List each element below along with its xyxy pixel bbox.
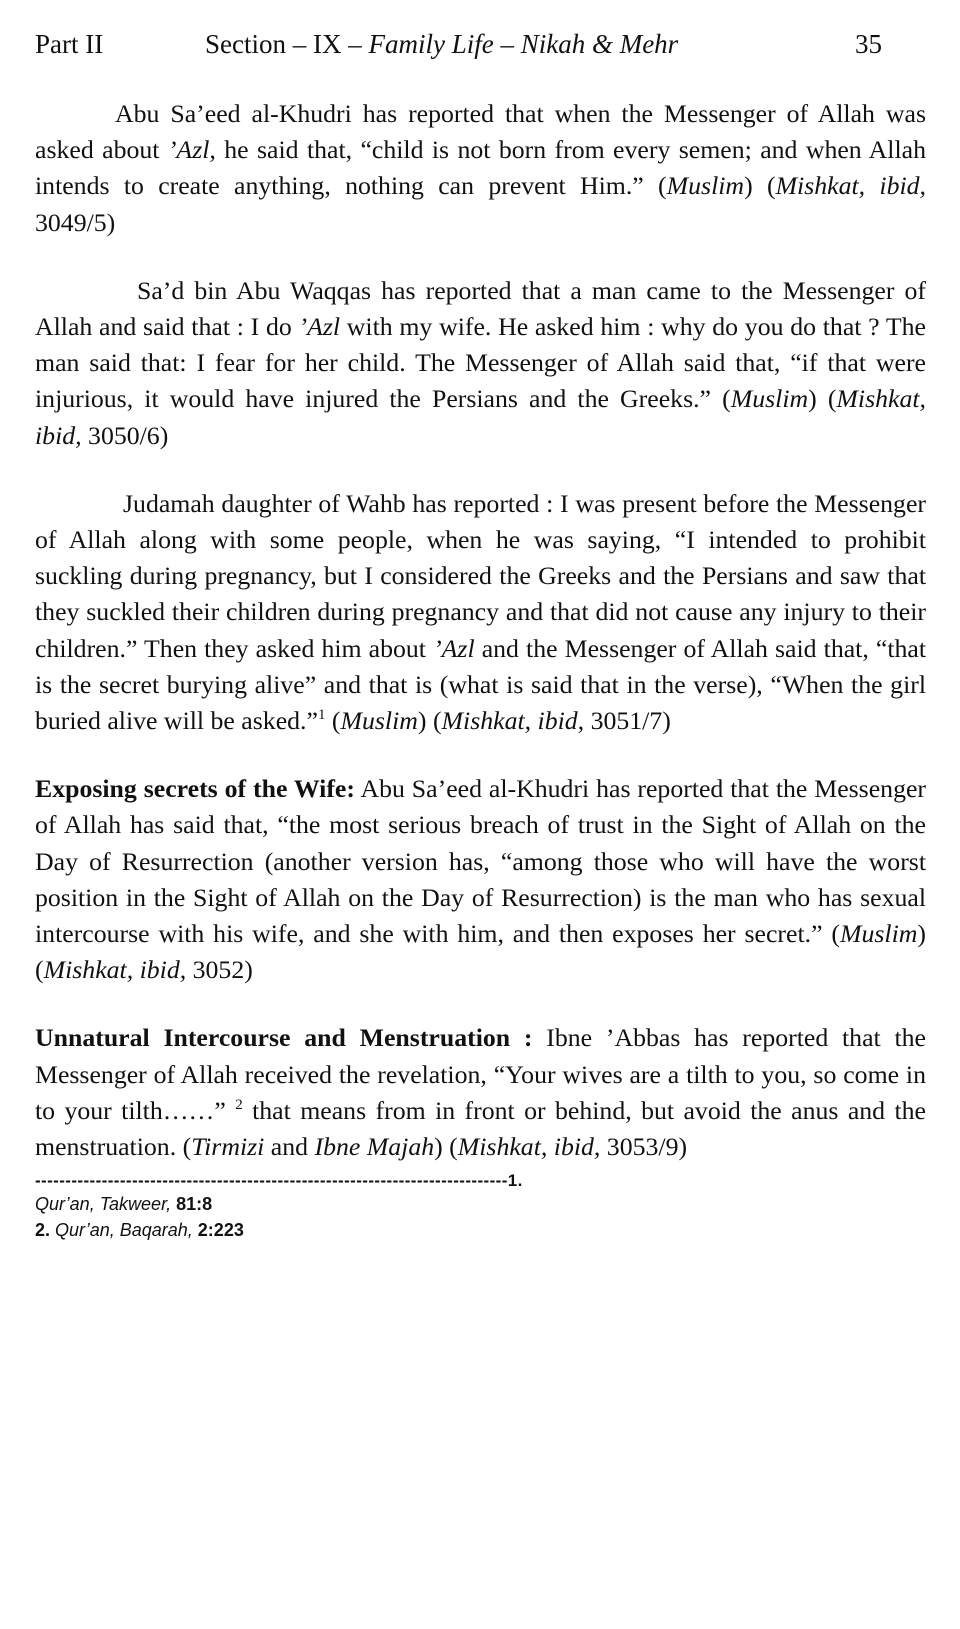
hadith-azl-waqqas: Sa’d bin Abu Waqqas has reported that a man came to the Messenger of Allah and said that : I do ’Azl with my wife. He asked him : why do you do that ? The man said that: I fear for her child. The Messenger of Allah said that, “if that were injurious, it would have injured the Persians and the Greeks.” (Muslim) (Mishkat, ibid, 3050/6) xyxy=(35,275,926,450)
section-label: Section – IX – xyxy=(205,29,362,59)
footnote-1: Qur’an, Takweer, 81:8 xyxy=(35,1194,213,1215)
page-body xyxy=(35,96,926,1243)
hadith-suckling-judamah: Judamah daughter of Wahb has reported : I was present before the Messenger of Allah along with some people, when he was saying, “I intended to prohibit suckling during pregnancy, but I considered the Greeks and the Persians and saw that they suckled their children during pregnancy and that did not cause any injury to their children.” Then they asked him about ’Azl and the Messenger of Allah said that, “that is the secret burying alive” and that is (what is said that in the verse), “When the girl buried alive will be asked.”$^1$ (Muslim) (Mishkat, ibid, 3051/7) xyxy=(35,488,927,736)
section-heading: Unnatural Intercourse and Menstruation : xyxy=(35,1023,533,1053)
section-unnatural-intercourse: Unnatural Intercourse and Menstruation : Ibne ’Abbas has reported that the Messenger of Allah received the revelation, “Your wives are a tilth to you, so come in to your tilth……” $^2$ that means from in front or behind, but avoid the anus and the menstruation. (Tirmizi and Ibne Majah) (Mishkat, ibid, 3053/9) xyxy=(35,1023,926,1162)
page-header xyxy=(35,24,925,64)
section-title xyxy=(205,24,678,64)
footnote-ref-2: 2 xyxy=(235,1096,243,1113)
section-heading: Exposing secrets of the Wife: xyxy=(35,774,355,804)
section-exposing-secrets: Exposing secrets of the Wife: Abu Sa’eed al-Khudri has reported that the Messenger of Allah has said that, “the most serious breach of trust in the Sight of Allah on the Day of Resurrection (another version has, “among those who will have the worst position in the Sight of Allah on the Day of Resurrection) is the man who has sexual intercourse with his wife, and she with him, and then exposes her secret.” (Muslim) (Mishkat, ibid, 3052) xyxy=(35,774,927,985)
footnote-2: 2. Qur’an, Baqarah, 2:223 xyxy=(35,1220,244,1241)
chapter-title: Family Life – Nikah & Mehr xyxy=(368,29,679,59)
footnote-rule: ------------------------------------------------------------------------------1. xyxy=(35,1171,523,1191)
part-label: Part II xyxy=(35,29,104,59)
page-number: 35 xyxy=(855,29,882,59)
hadith-azl-khudri: Abu Sa’eed al-Khudri has reported that when the Messenger of Allah was asked about ’Azl, he said that, “child is not born from every semen; and when Allah intends to create anything, nothing can prevent Him.” (Muslim) (Mishkat, ibid, 3049/5) xyxy=(35,99,927,237)
footnote-ref-1: 1 xyxy=(317,707,326,724)
